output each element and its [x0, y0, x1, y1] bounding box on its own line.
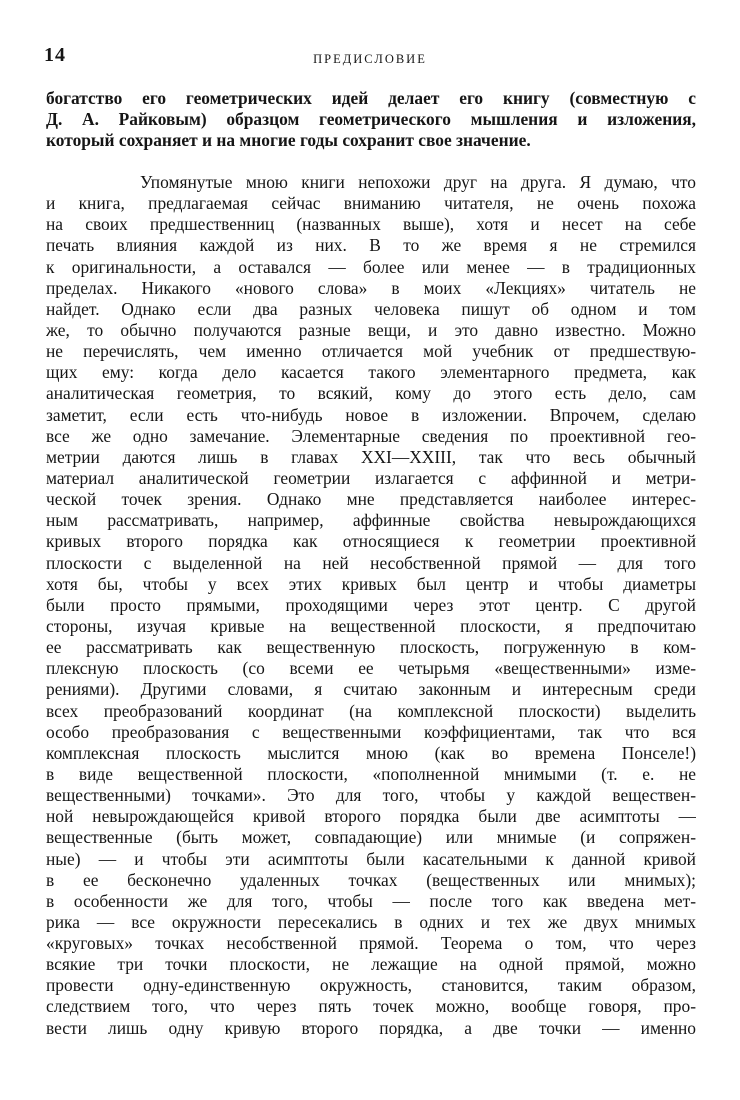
- text-line: щих ему: когда дело касается такого элементарного предмета, как: [46, 362, 696, 383]
- text-line: на своих предшественниц (названных выше), хотя и несет на себе: [46, 214, 696, 235]
- text-line: пределах. Никакого «нового слова» в моих «Лекциях» читатель не: [46, 277, 696, 298]
- text-line: стороны, изучая кривые на вещественной плоскости, я предпочитаю: [46, 615, 696, 636]
- text-line: были просто прямыми, проходящими через этот центр. С другой: [46, 594, 696, 615]
- page-number: 14: [44, 44, 66, 66]
- text-line: ее рассматривать как вещественную плоскость, погруженную в ком-: [46, 637, 696, 658]
- text-line: к оригинальности, а оставался — более или менее — в традиционных: [46, 256, 696, 277]
- text-line: в ее бесконечно удаленных точках (вещественных или мнимых);: [46, 869, 696, 890]
- text-line: Упомянутые мною книги непохожи друг на друга. Я думаю, что: [140, 172, 696, 192]
- text-line: Д. А. Райковым) образцом геометрического мышления и изложения,: [46, 109, 696, 130]
- text-line: в особенности же для того, чтобы — после того как введена мет-: [46, 890, 696, 911]
- text-line: в виде вещественной плоскости, «пополненной мнимыми (т. е. не: [46, 763, 696, 784]
- text-line: провести одну-единственную окружность, становится, таким образом,: [46, 975, 696, 996]
- text-line: ческой точек зрения. Однако мне представляется наиболее интерес-: [46, 489, 696, 510]
- text-line: метрии даются лишь в главах XXI—XXIII, так что весь обычный: [46, 446, 696, 467]
- text-line: ным рассматривать, например, аффинные свойства невырождающихся: [46, 510, 696, 531]
- text-line: аналитическая геометрия, то всякий, кому до этого есть дело, сам: [46, 383, 696, 404]
- running-title: ПРЕДИСЛОВИЕ: [313, 52, 427, 66]
- text-line: рика — все окружности пересекались в одних и тех же двух мнимых: [46, 911, 696, 932]
- paragraph-2: [46, 172, 696, 1039]
- paragraph-1: [46, 88, 696, 151]
- text-line: найдет. Однако если два разных человека пишут об одном и том: [46, 298, 696, 319]
- text-line: всех преобразований координат (на комплексной плоскости) выделить: [46, 700, 696, 721]
- text-line: ные) — и чтобы эти асимптоты были касательными к данной кривой: [46, 848, 696, 869]
- text-line: «круговых» точках несобственной прямой. Теорема о том, что через: [46, 933, 696, 954]
- text-line: и книга, предлагаемая сейчас вниманию читателя, не очень похожа: [46, 193, 696, 214]
- text-line: который сохраняет и на многие годы сохранит свое значение.: [46, 130, 531, 151]
- text-line: кривых второго порядка как относящиеся к геометрии проективной: [46, 531, 696, 552]
- text-line: печать влияния каждой из них. В то же время я не стремился: [46, 235, 696, 256]
- text-line: же, то обычно получаются разные вещи, и это давно известно. Можно: [46, 319, 696, 340]
- text-line: хотя бы, чтобы у всех этих кривых был центр и чтобы диаметры: [46, 573, 696, 594]
- text-line: особо преобразования с вещественными коэффициентами, так что вся: [46, 721, 696, 742]
- text-line: вещественные (быть может, совпадающие) или мнимые (и сопряжен-: [46, 827, 696, 848]
- text-line: материал аналитической геометрии излагается с аффинной и метри-: [46, 467, 696, 488]
- text-line: вести лишь одну кривую второго порядка, а две точки — именно: [46, 1017, 696, 1038]
- text-line: всякие три точки плоскости, не лежащие на одной прямой, можно: [46, 954, 696, 975]
- text-line: все же одно замечание. Элементарные сведения по проективной гео-: [46, 425, 696, 446]
- text-line: богатство его геометрических идей делает его книгу (совместную с: [46, 88, 696, 108]
- text-line: ной невырождающейся кривой второго порядка были две асимптоты —: [46, 806, 696, 827]
- text-line: следствием того, что через пять точек можно, вообще говоря, про-: [46, 996, 696, 1017]
- text-line: рениями). Другими словами, я считаю законным и интересным среди: [46, 679, 696, 700]
- text-line: не перечислять, чем именно отличается мой учебник от предшествую-: [46, 341, 696, 362]
- text-line: вещественными) точками». Это для того, чтобы у каждой веществен-: [46, 785, 696, 806]
- text-line: заметит, если есть что-нибудь новое в изложении. Впрочем, сделаю: [46, 404, 696, 425]
- text-line: плоскости с выделенной на ней несобственной прямой — для того: [46, 552, 696, 573]
- text-line: плексную плоскость (со всеми ее четырьмя «вещественными» изме-: [46, 658, 696, 679]
- text-line: комплексная плоскость мыслится мною (как во времена Понселе!): [46, 742, 696, 763]
